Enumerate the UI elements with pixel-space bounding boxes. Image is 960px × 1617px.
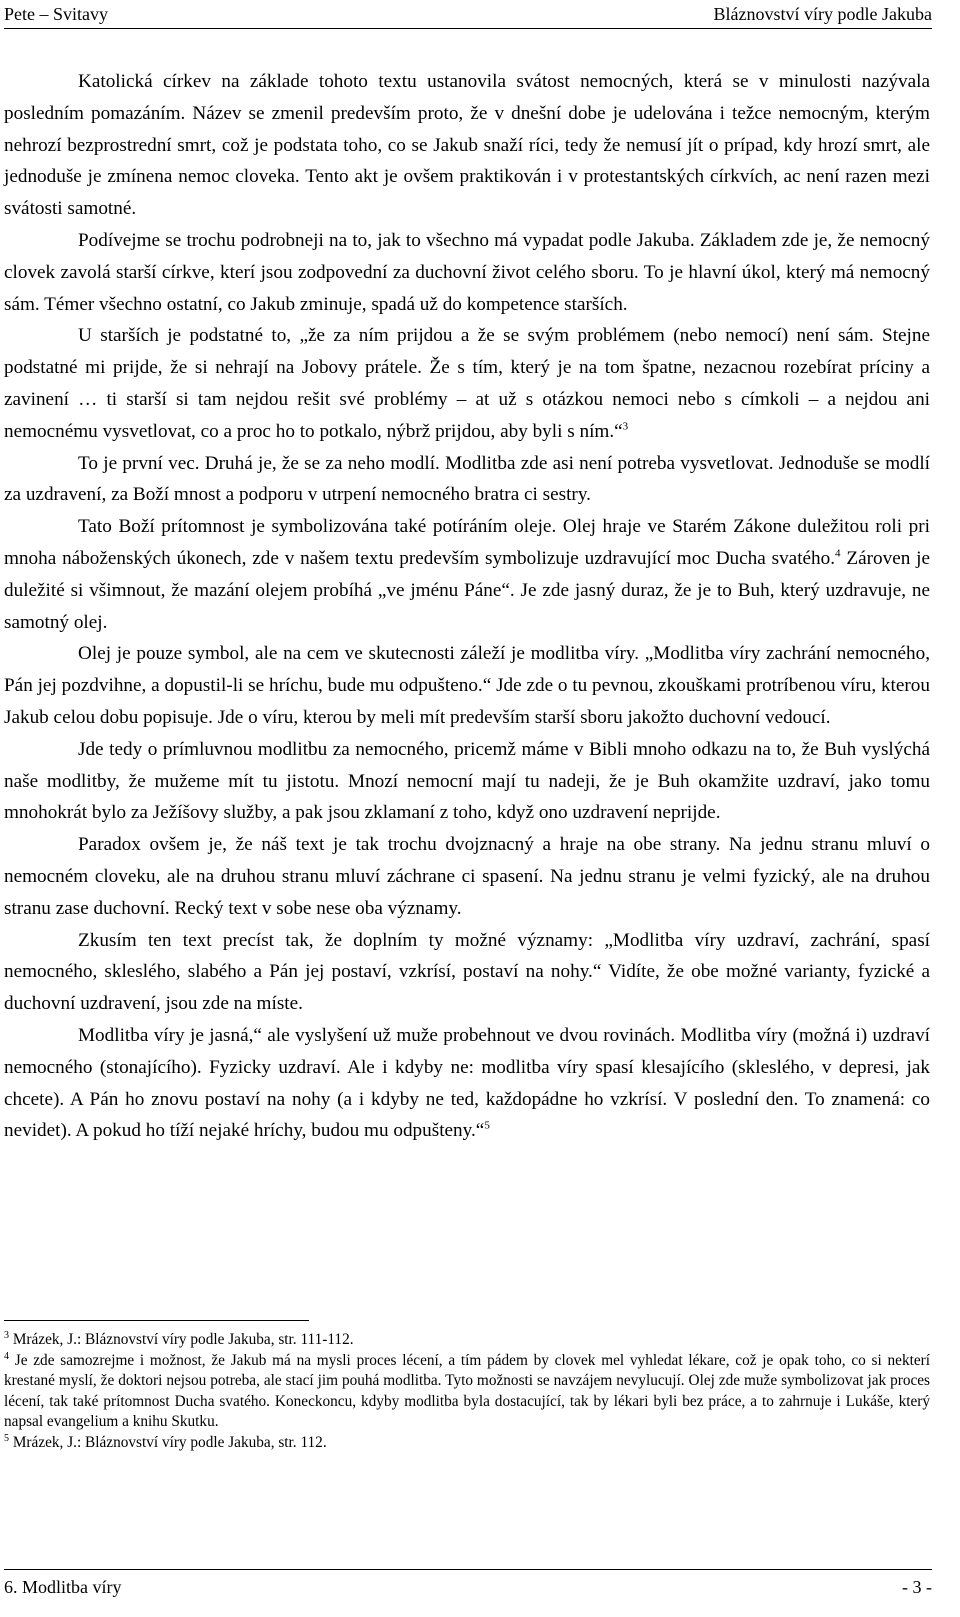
paragraph-text: Katolická církev na základe tohoto textu ustanovila svátost nemocných, která se v minulosti nazývala posledním pomazáním. Název se zmenil predevším proto, že v dnešní dobe je udelována i težce nemocným, kterým nehrozí bezprostrední smrt, což je podstata toho, co se Jakub snaží ríci, tedy že nemusí jít o prípad, kdy hrozí smrt, ale jednoduše je zmínena nemoc cloveka. Tento akt je ovšem praktikován i v protestantských církvích, ac není razen mezi svátosti samotné. <box>4 71 930 220</box>
paragraph <box>4 448 930 512</box>
paragraph-text: Podívejme se trochu podrobneji na to, jak to všechno má vypadat podle Jakuba. Základem zde je, že nemocný clovek zavolá starší církve, kterí jsou zodpovední za duchovní život celého sboru. To je hlavní úkol, který má nemocný sám. Témer všechno ostatní, co Jakub zminuje, spadá už do kompetence starších. <box>4 229 930 315</box>
paragraph-text: U starších je podstatné to, „že za ním prijdou a že se svým problémem (nebo nemocí) není sám. Stejne podstatné mi prijde, že si nehrají na Jobovy prátele. Že s tím, který je na tom špatne, nezacnou rozebírat príciny a zavinení … ti starší si tam nejdou rešit své problémy – at už s otázkou nemoci nebo s címkoli – a nejdou ani nemocnému vysvetlovat, co a proc ho to potkalo, nýbrž prijdou, aby byli s ním.“ <box>4 325 930 442</box>
paragraph <box>4 66 930 225</box>
paragraph-text: Jde tedy o prímluvnou modlitbu za nemocného, pricemž máme v Bibli mnoho odkazu na to, že Buh vyslýchá naše modlitby, že mužeme mít tu jistotu. Mnozí nemocní mají tu nadeji, že je Buh okamžite uzdraví, jako tomu mnohokrát bylo za Ježíšovy služby, a pak jsou zklamaní z toho, když ono uzdravení neprijde. <box>4 738 930 824</box>
paragraph <box>4 1020 930 1147</box>
footnotes <box>4 1330 930 1454</box>
running-footer <box>4 1569 932 1598</box>
body-text <box>4 66 930 1147</box>
footnote-text: Mrázek, J.: Bláznovství víry podle Jakuba, str. 112. <box>12 1433 327 1451</box>
footnote-text: Mrázek, J.: Bláznovství víry podle Jakuba, str. 111-112. <box>12 1331 354 1348</box>
paragraph <box>4 925 930 1020</box>
footnote <box>4 1330 930 1351</box>
paragraph-text: Modlitba víry je jasná,“ ale vyslyšení už muže probehnout ve dvou rovinách. Modlitba víry (možná i) uzdraví nemocného (stonajícího). Fyzicky uzdraví. Ale i kdyby ne: modlitba víry spasí klesajícího (skleslého, v depresi, jak chcete). A Pán ho znovu postaví na nohy (a i kdyby ne ted, každopádne ho vzkrísí. V poslední den. To znamená: co nevidet). A pokud ho tíží nejaké hríchy, budou mu odpušteny.“ <box>4 1024 930 1142</box>
footnote-number: 5 <box>4 1432 9 1444</box>
footnote <box>4 1351 930 1433</box>
header-author: Pete – Svitavy <box>4 3 108 24</box>
footnote <box>4 1433 930 1454</box>
paragraph <box>4 734 930 829</box>
footnote-separator <box>4 1320 309 1321</box>
footnote-number: 4 <box>4 1350 9 1362</box>
paragraph-text: Olej je pouze symbol, ale na cem ve skutecnosti záleží je modlitba víry. „Modlitba víry zachrání nemocného, Pán jej pozdvihne, a dopustil-li se hríchu, bude mu odpušteno.“ Jde zde o tu pevnou, zkouškami protríbenou víru, kterou Jakub celou dobu popisuje. Jde o víru, kterou by meli mít predevším starší sboru jakožto duchovní vedoucí. <box>4 643 930 728</box>
footnote-ref[interactable]: 4 <box>835 547 841 560</box>
footer-chapter: 6. Modlitba víry <box>4 1577 122 1597</box>
paragraph <box>4 320 930 447</box>
paragraph <box>4 638 930 733</box>
page-number: - 3 - <box>902 1577 932 1597</box>
paragraph-text: Paradox ovšem je, že náš text je tak trochu dvojznacný a hraje na obe strany. Na jednu stranu mluví o nemocném cloveku, ale na druhou stranu mluví záchrane ci spasení. Na jednu stranu je velmi fyzický, ale na druhou stranu zase duchovní. Recký text v sobe nese oba významy. <box>4 834 930 919</box>
footnote-ref[interactable]: 3 <box>622 420 629 433</box>
header-title: Bláznovství víry podle Jakuba <box>713 3 932 24</box>
paragraph <box>4 225 930 320</box>
footnote-ref[interactable]: 5 <box>484 1119 490 1132</box>
paragraph <box>4 511 930 638</box>
paragraph-text: Zkusím ten text precíst tak, že doplním ty možné významy: „Modlitba víry uzdraví, zachrání, spasí nemocného, skleslého, slabého a Pán jej postaví, vzkrísí, postaví na nohy.“ Vidíte, že obe možné varianty, fyzické a duchovní uzdravení, jsou zde na míste. <box>4 929 930 1015</box>
footnote-number: 3 <box>4 1329 9 1341</box>
paragraph-text: To je první vec. Druhá je, že se za neho modlí. Modlitba zde asi není potreba vysvetlovat. Jednoduše se modlí za uzdravení, za Boží mnost a podporu v utrpení nemocného bratra ci sestry. <box>4 452 930 506</box>
running-header <box>4 0 932 29</box>
footnote-text: Je zde samozrejme i možnost, že Jakub má na mysli proces lécení, a tím pádem by clovek mel vyhledat lékare, což je opak toho, co si nekterí krestané myslí, že doktori nejsou potreba, ale stací jim pouhá modlitba. Tyto možnosti se navzájem nevylucují. Olej zde muže symbolizovat jak proces lécení, tak také prítomnost Ducha svatého. Koneckoncu, kdyby modlitba byla dostacující, tak by lékari byli bez práce, a to zahrnuje i Lukáše, který napsal evangelium a knihu Skutku. <box>4 1351 930 1431</box>
paragraph-text: Zároven je duležité si všimnout, že mazání olejem probíhá „ve jménu Páne“. Je zde jasný duraz, že je to Buh, který uzdravuje, ne samotný olej. <box>4 547 930 633</box>
paragraph-text: Tato Boží prítomnost je symbolizována také potíráním oleje. Olej hraje ve Starém Zákone duležitou roli pri mnoha náboženských úkonech, zde v našem textu predevším symbolizuje uzdravující moc Ducha svatého. <box>4 516 930 569</box>
paragraph <box>4 829 930 924</box>
